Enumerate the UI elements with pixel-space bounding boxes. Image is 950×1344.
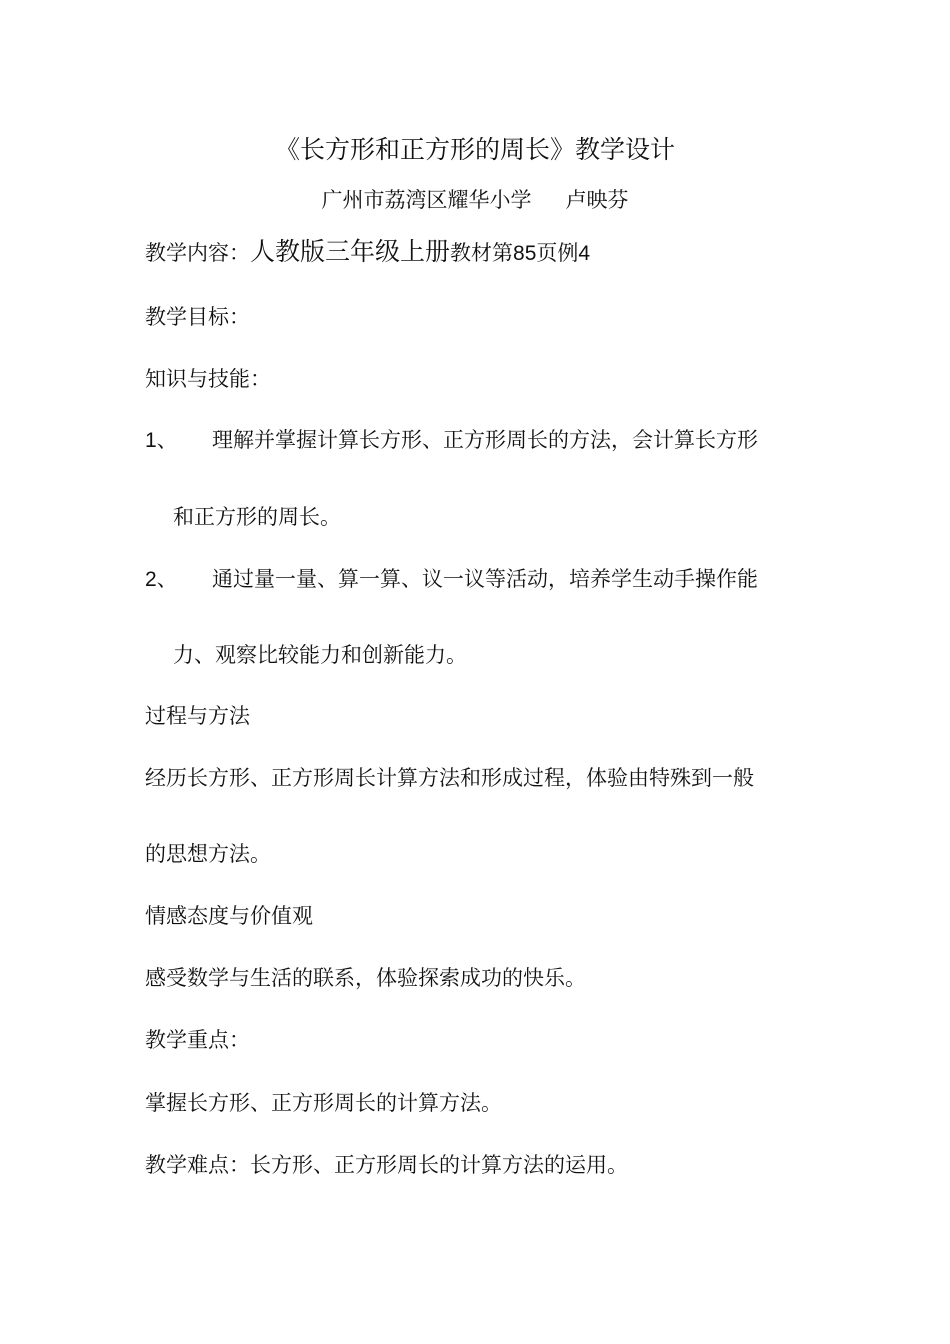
document-subtitle [0, 186, 950, 214]
teaching-content-text: 教材第 [450, 241, 514, 265]
difficulty-label: 教学难点： [145, 1153, 250, 1177]
process-heading: 过程与方法 [145, 704, 250, 728]
objective-item-1-line-2: 和正方形的周长。 [173, 505, 341, 529]
teaching-content-page-number: 85 [513, 242, 537, 265]
key-point-text: 掌握长方形、正方形周长的计算方法。 [145, 1091, 502, 1115]
school-name: 广州市荔湾区耀华小学 [321, 188, 532, 212]
objective-item-2 [145, 565, 178, 594]
key-point-heading: 教学重点： [145, 1028, 250, 1052]
teaching-content-example-number: 4 [578, 242, 591, 265]
list-marker: 1、 [145, 429, 178, 452]
knowledge-heading: 知识与技能： [145, 367, 271, 391]
process-line-1: 经历长方形、正方形周长计算方法和形成过程，体验由特殊到一般 [145, 766, 754, 790]
objective-item-2-line-2: 力、观察比较能力和创新能力。 [173, 643, 467, 667]
difficulty [145, 1151, 628, 1179]
document-title: 《长方形和正方形的周长》教学设计 [274, 135, 675, 164]
objective-item-1 [145, 426, 178, 455]
author-name: 卢映芬 [565, 188, 629, 212]
objectives-heading: 教学目标： [145, 305, 250, 329]
teaching-content-textbook: 人教版三年级上册 [250, 237, 451, 266]
objective-item-2-line-1: 通过量一量、算一算、议一议等活动，培养学生动手操作能 [212, 567, 758, 591]
teaching-content-page-word: 页例 [536, 241, 579, 265]
objective-item-1-line-1: 理解并掌握计算长方形、正方形周长的方法，会计算长方形 [212, 428, 758, 452]
emotion-text: 感受数学与生活的联系，体验探索成功的快乐。 [145, 966, 586, 990]
process-line-2: 的思想方法。 [145, 842, 271, 866]
teaching-content [145, 238, 590, 268]
emotion-heading: 情感态度与价值观 [145, 904, 313, 928]
teaching-content-label: 教学内容： [145, 241, 250, 265]
difficulty-text: 长方形、正方形周长的计算方法的运用。 [250, 1153, 628, 1177]
list-marker: 2、 [145, 568, 178, 591]
